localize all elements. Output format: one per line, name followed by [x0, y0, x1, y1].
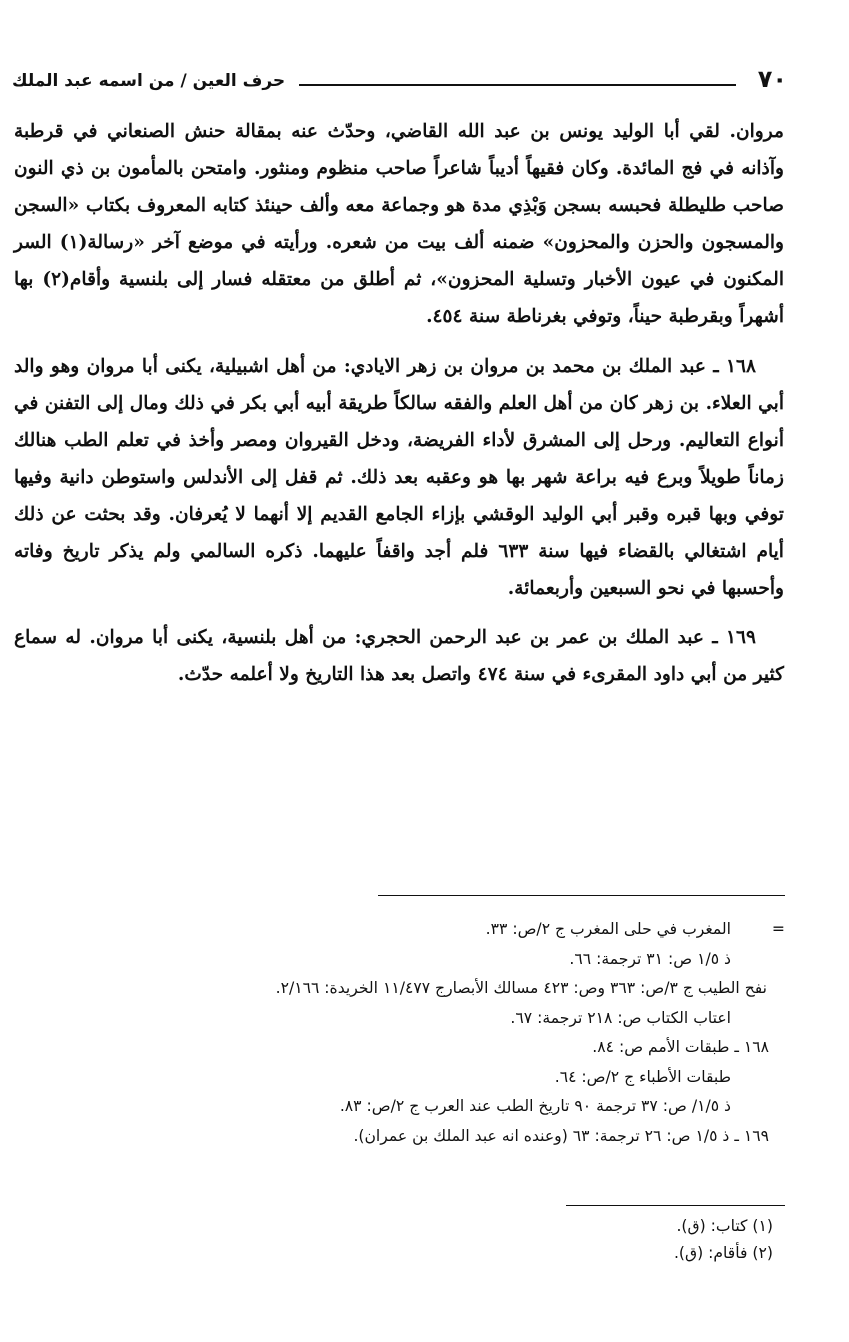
main-text: [14, 113, 784, 705]
running-title: حرف العين / من اسمه عبد الملك: [12, 71, 286, 91]
entry-168: ١٦٨ ـ عبد الملك بن محمد بن مروان بن زهر الايادي: من أهل اشبيلية، يكنى أبا مروان وهو والد أبي العلاء. بن زهر كان من أهل العلم والفقه سالكاً طريقة أبيه أبي بكر في ذلك ومال إلى التفنن في أنواع التعاليم. ورحل إلى المشرق لأداء الفريضة، ودخل القيروان ومصر وأخذ في تعلم الطب هنالك زماناً طويلاً وبرع فيه براعة شهر بها هو وعقبه بعد ذلك. ثم قفل إلى الأندلس واستوطن دانية وفيها توفي وبها قبره وقبر أبي الوليد الوقشي بإزاء الجامع القديم إلا أنهما لا يُعرفان. وقد بحثت عن ذلك أيام اشتغالي بالقضاء فيها سنة ٦٣٣ فلم أجد واقفاً عليهما. ذكره السالمي ولم يذكر تاريخ وفاته وأحسبها في نحو السبعين وأربعمائة.: [14, 355, 784, 600]
source-line: =المغرب في حلى المغرب ج ٢/ص: ٣٣.: [14, 915, 785, 945]
source-line: اعتاب الكتاب ص: ٢١٨ ترجمة: ٦٧.: [510, 1008, 731, 1027]
source-line: ذ ١/٥/ ص: ٣٧ ترجمة ٩٠ تاريخ الطب عند العرب ج ٢/ص: ٨٣.: [339, 1097, 731, 1115]
source-line: نفح الطيب ج ٣/ص: ٣٦٣ وص: ٤٢٣ مسالك الأبصارج ١١/٤٧٧ الخريدة: ٢/١٦٦.: [275, 979, 767, 997]
running-header: [12, 58, 787, 92]
paragraph-continuation: مروان. لقي أبا الوليد يونس بن عبد الله القاضي، وحدّث عنه بمقالة حنش الصنعاني في قرطبة وآذانه في فج المائدة. وكان فقيهاً أديباً شاعراً صاحب منظوم ومنثور. وامتحن بالمأمون بن ذي النون صاحب طليطلة فحبسه بسجن وَبْذِي مدة هو وجماعة معه وألف حينئذ كتابه المعروف بكتاب «السجن والمسجون والحزن والمحزون» ضمنه ألف بيت من شعره. ورأيته في موضع آخر «رسالة(١) السر المكنون في عيون الأخبار وتسلية المحزون»، ثم أطلق من معتقله فسار إلى بلنسية وأقام(٢) بها أشهراً وبقرطبة حيناً، وتوفي بغرناطة سنة ٤٥٤.: [14, 121, 785, 328]
source-line: ١٦٩ ـ ذ ١/٥ ص: ٢٦ ترجمة: ٦٣ (وعنده انه عبد الملك بن عمران).: [353, 1126, 769, 1145]
header-rule: [299, 84, 736, 86]
continuation-marker: =: [771, 920, 785, 938]
footnote-1: (١) كتاب: (ق).: [676, 1217, 773, 1235]
source-line: ذ ١/٥ ص: ٣١ ترجمة: ٦٦.: [569, 949, 731, 968]
source-line: ١٦٨ ـ طبقات الأمم ص: ٨٤.: [592, 1038, 769, 1056]
notes-divider: [378, 895, 785, 896]
footnote-2: (٢) فأقام: (ق).: [673, 1244, 773, 1262]
footnotes-divider: [566, 1205, 785, 1206]
page-number: ٧٠: [757, 65, 787, 93]
entry-169: ١٦٩ ـ عبد الملك بن عمر بن عبد الرحمن الحجري: من أهل بلنسية، يكنى أبا مروان. له سماع كثير من أبي داود المقرىء في سنة ٤٧٤ واتصل بعد هذا التاريخ ولا أعلمه حدّث.: [14, 627, 784, 686]
footnotes: [14, 1213, 785, 1267]
source-notes: [14, 915, 785, 1151]
source-line: طبقات الأطباء ج ٢/ص: ٦٤.: [554, 1067, 731, 1086]
